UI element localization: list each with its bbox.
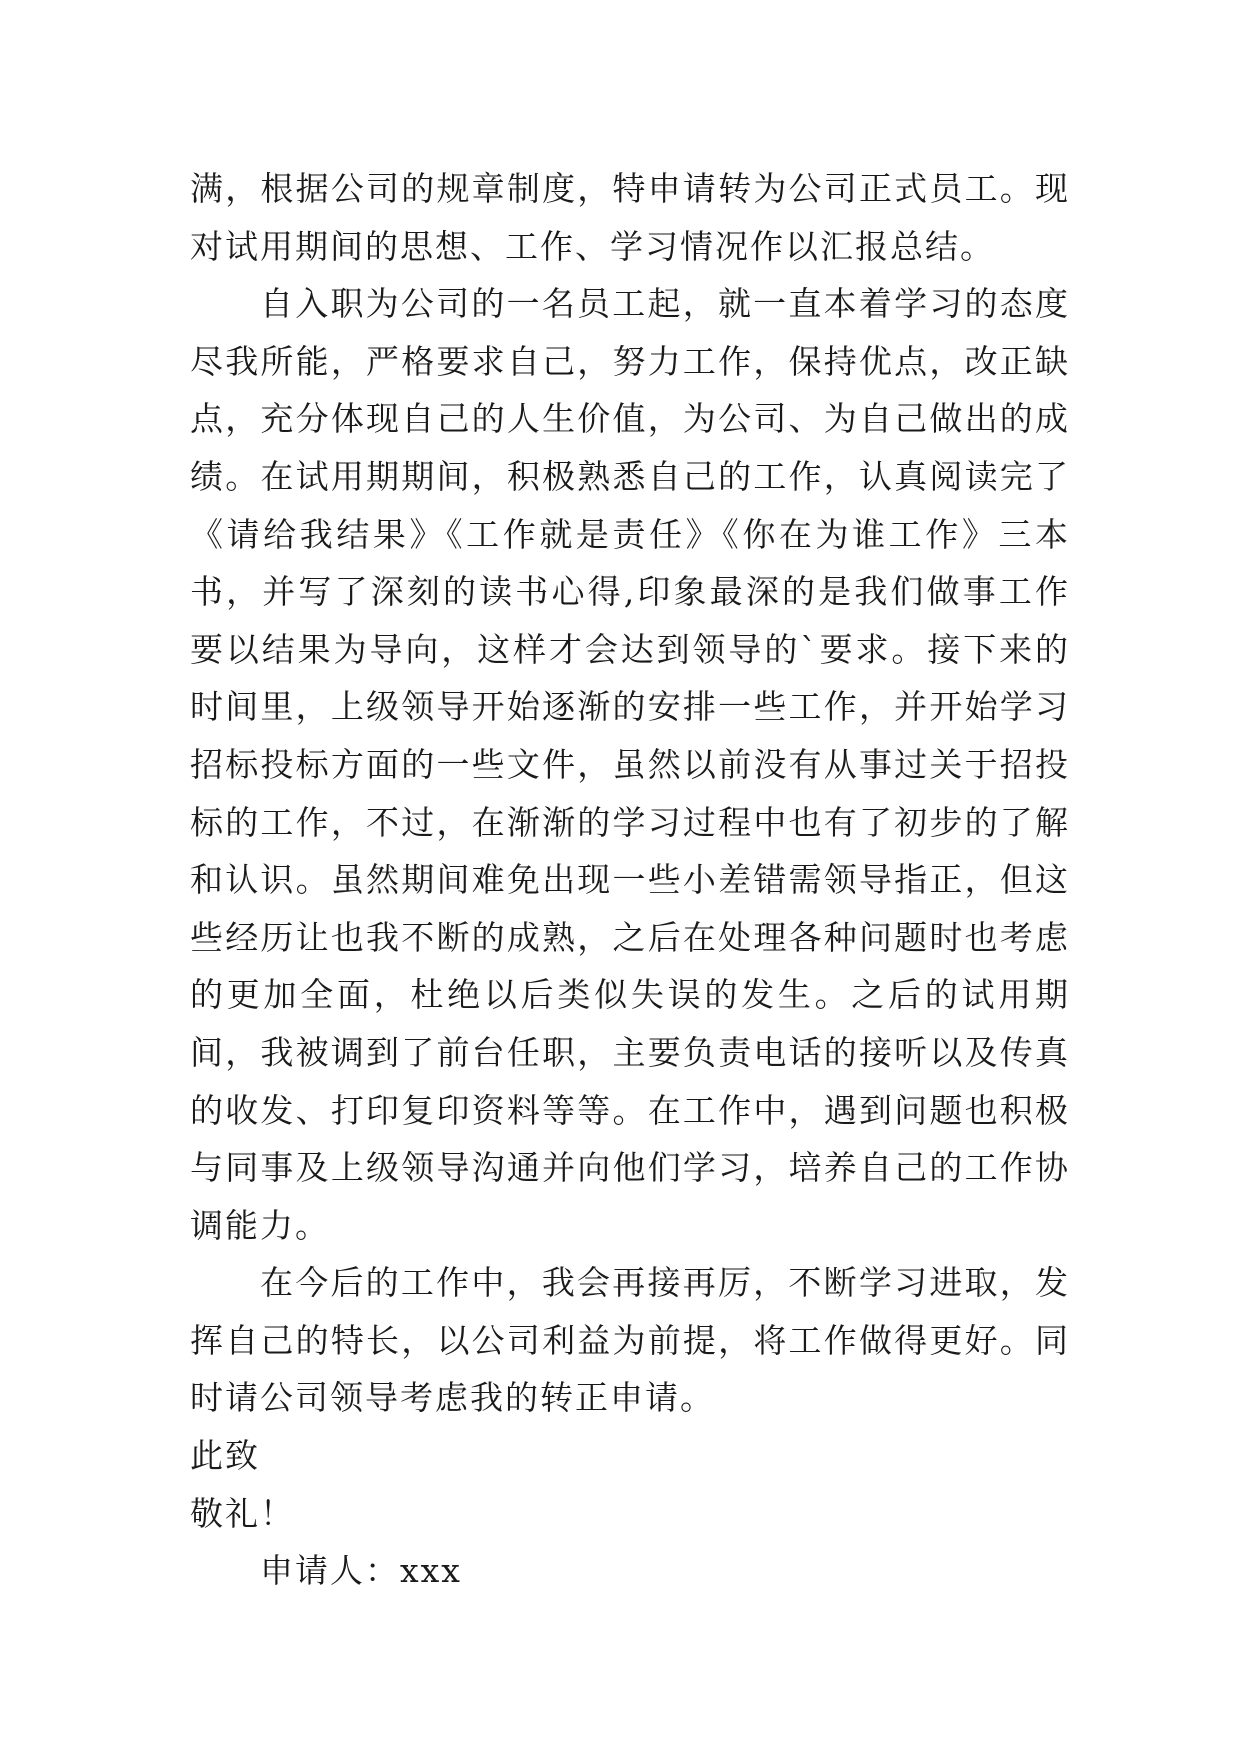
paragraph-work-summary: 自入职为公司的一名员工起，就一直本着学习的态度尽我所能，严格要求自己，努力工作，保持优点，改正缺点，充分体现自己的人生价值，为公司、为自己做出的成绩。在试用期期间，积极熟悉自己的工作，认真阅读完了《请给我结果》《工作就是责任》《你在为谁工作》三本书，并写了深刻的读书心得,印象最深的是我们做事工作要以结果为导向，这样才会达到领导的`要求。接下来的时间里，上级领导开始逐渐的安排一些工作，并开始学习招标投标方面的一些文件，虽然以前没有从事过关于招投标的工作，不过，在渐渐的学习过程中也有了初步的了解和认识。虽然期间难免出现一些小差错需领导指正，但这些经历让也我不断的成熟，之后在处理各种问题时也考虑的更加全面，杜绝以后类似失误的发生。之后的试用期间，我被调到了前台任职，主要负责电话的接听以及传真的收发、打印复印资料等等。在工作中，遇到问题也积极与同事及上级领导沟通并向他们学习，培养自己的工作协调能力。	[190, 284, 1070, 1245]
closing-regards: 敬礼！	[190, 1493, 295, 1533]
paragraph-intro: 满，根据公司的规章制度，特申请转为公司正式员工。现对试用期间的思想、工作、学习情况作以汇报总结。	[190, 169, 1070, 266]
document-body	[190, 160, 1070, 1600]
applicant-signature: 申请人：xxx	[260, 1551, 462, 1591]
closing-salutation: 此致	[190, 1436, 260, 1476]
paragraph-future-plan: 在今后的工作中，我会再接再厉，不断学习进取，发挥自己的特长，以公司利益为前提，将工作做得更好。同时请公司领导考虑我的转正申请。	[190, 1263, 1070, 1418]
